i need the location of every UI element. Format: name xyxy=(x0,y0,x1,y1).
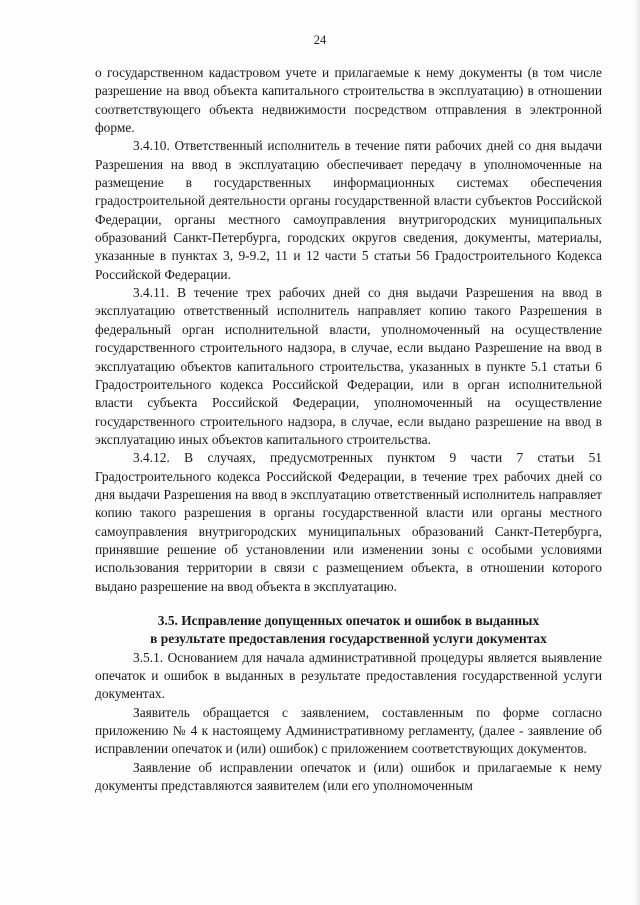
paragraph-application-submission: Заявление об исправлении опечаток и (или) ошибок и прилагаемые к нему документы представляются заявителем (или его уполномоченным xyxy=(95,759,602,794)
paragraph-3-4-10: 3.4.10. Ответственный исполнитель в течение пяти рабочих дней со дня выдачи Разрешения на ввод в эксплуатацию обеспечивает передачу в уполномоченные на размещение в государственных информационных системах обеспечения градостроительной деятельности органы государственной власти субъектов Российской Федерации, органы местного самоуправления внутригородских муниципальных образований Санкт-Петербурга, городских округов сведения, документы, материалы, указанные в пунктах 3, 9-9.2, 11 и 12 части 5 статьи 56 Градостроительного Кодекса Российской Федерации. xyxy=(95,138,602,282)
document-body xyxy=(95,64,602,795)
paragraph-3-5-1: 3.5.1. Основанием для начала административной процедуры является выявление опечаток и ошибок в выданных в результате предоставления государственной услуги документах. xyxy=(95,649,602,702)
page-number: 24 xyxy=(313,33,327,47)
paragraph-applicant-request: Заявитель обращается с заявлением, составленным по форме согласно приложению № 4 к настоящему Административному регламенту, (далее - заявление об исправлении опечаток и (или) ошибок) с приложением соответствующих документов. xyxy=(95,704,602,757)
section-heading-3-5 xyxy=(95,612,602,649)
section-heading-line-2: в результате предоставления государственной услуги документах xyxy=(150,631,547,647)
section-heading-line-1: 3.5. Исправление допущенных опечаток и ошибок в выданных xyxy=(157,612,540,628)
paragraph-3-4-12: 3.4.12. В случаях, предусмотренных пунктом 9 части 7 статьи 51 Градостроительного кодекса Российской Федерации, в течение трех рабочих дней со дня выдачи Разрешения на ввод в эксплуатацию ответственный исполнитель направляет копию такого разрешения в органы государственной власти или органы местного самоуправления внутригородских муниципальных образований Санкт-Петербурга, принявшие решение об установлении или изменении зоны с особыми условиями использования территории в связи с размещением объекта, в отношении которого выдано разрешение на ввод объекта в эксплуатацию. xyxy=(95,450,602,594)
paragraph-continuation: о государственном кадастровом учете и прилагаемые к нему документы (в том числе разрешение на ввод объекта капитального строительства в эксплуатацию) в отношении соответствующего объекта недвижимости посредством отправления в электронной форме. xyxy=(95,65,602,136)
scan-edge-shadow xyxy=(634,0,640,905)
paragraph-3-4-11: 3.4.11. В течение трех рабочих дней со дня выдачи Разрешения на ввод в эксплуатацию ответственный исполнитель направляет копию такого Разрешения в федеральный орган исполнительной власти, уполномоченный на осуществление государственного строительного надзора, в случае, если выдано Разрешение на ввод в эксплуатацию объектов капитального строительства, указанных в пункте 5.1 статьи 6 Градостроительного кодекса Российской Федерации, или в орган исполнительной власти субъекта Российской Федерации, уполномоченный на осуществление государственного строительного надзора, в случае, если выдано разрешение на ввод в эксплуатацию иных объектов капитального строительства. xyxy=(95,285,602,447)
